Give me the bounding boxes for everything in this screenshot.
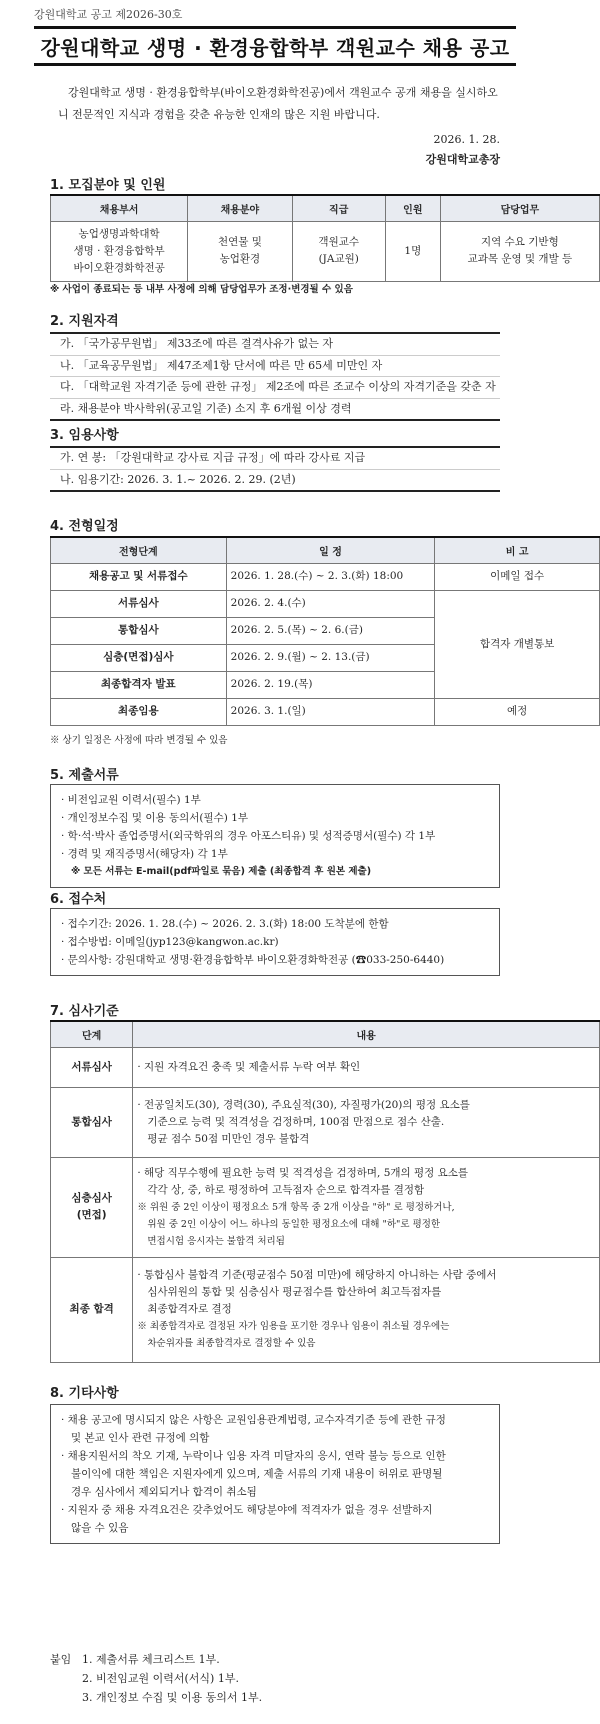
evaluation-stage: 통합심사	[51, 1087, 133, 1157]
cell-count: 1명	[385, 221, 440, 281]
evaluation-stage: 심층심사 (면접)	[51, 1157, 133, 1257]
attachment-item: 1. 제출서류 체크리스트 1부.	[82, 1653, 220, 1666]
col-date: 일 정	[226, 537, 435, 563]
schedule-stage: 심층(면접)심사	[51, 644, 227, 671]
attachments-label: 붙임	[50, 1653, 72, 1666]
schedule-date: 2026. 3. 1.(일)	[226, 698, 435, 725]
misc-item: · 지원자 중 채용 자격요건은 갖추었어도 해당분야에 적격자가 없을 경우 선발하지	[61, 1504, 433, 1516]
cell-field: 천연물 및 농업환경	[188, 221, 292, 281]
schedule-table	[50, 536, 600, 726]
misc-item: 않을 수 있음	[71, 1522, 129, 1534]
section-4-note: ※ 상기 일정은 사정에 따라 변경될 수 있음	[50, 735, 228, 746]
misc-item: · 채용 공고에 명시되지 않은 사항은 교원임용관계법령, 교수자격기준 등에 관한 규정	[61, 1414, 446, 1426]
document-item: · 학·석·박사 졸업증명서(외국학위의 경우 아포스티유) 및 성적증명서(필수) 각 1부	[61, 830, 436, 842]
section-1-note: ※ 사업이 종료되는 등 내부 사정에 의해 담당업무가 조정·변경될 수 있음	[50, 284, 353, 295]
misc-item: · 채용지원서의 착오 기재, 누락이나 임용 자격 미달자의 응시, 연락 불능 등으로 인한	[61, 1450, 446, 1462]
recruitment-header-row	[51, 195, 600, 221]
col-stage: 전형단계	[51, 537, 227, 563]
qualification-list	[50, 332, 500, 421]
misc-item: 경우 심사에서 제외되거나 합격이 취소됨	[71, 1486, 257, 1498]
schedule-date: 2026. 1. 28.(수) ~ 2. 3.(화) 18:00	[226, 563, 435, 590]
schedule-row	[51, 590, 600, 617]
schedule-header-row	[51, 537, 600, 563]
col-rank: 직급	[292, 195, 385, 221]
schedule-row	[51, 563, 600, 590]
section-2-heading: 2. 지원자격	[50, 314, 119, 329]
evaluation-row	[51, 1087, 600, 1157]
cell-rank: 객원교수 (JA교원)	[292, 221, 385, 281]
schedule-stage: 최종합격자 발표	[51, 671, 227, 698]
reception-item: · 문의사항: 강원대학교 생명·환경융합학부 바이오환경화학전공 (☎033-250-6440)	[61, 954, 445, 966]
misc-item: 및 본교 인사 관련 규정에 의함	[71, 1432, 210, 1444]
schedule-stage: 최종임용	[51, 698, 227, 725]
col-count: 인원	[385, 195, 440, 221]
document-number: 강원대학교 공고 제2026-30호	[34, 8, 183, 21]
appointment-item: 가. 연 봉: 「강원대학교 강사료 지급 규정」에 따라 강사료 지급	[50, 448, 500, 470]
qualification-item: 나. 「교육공무원법」 제47조제1항 단서에 따른 만 65세 미만인 자	[50, 356, 500, 378]
documents-note: ※ 모든 서류는 E-mail(pdf파일로 묶음) 제출 (최종합격 후 원본 제출)	[71, 866, 372, 877]
attachment-item: 2. 비전임교원 이력서(서식) 1부.	[82, 1672, 239, 1685]
evaluation-content: · 통합심사 불합격 기준(평균점수 50점 미만)에 해당하지 아니하는 사람 중에서 심사위원의 통합 및 심층심사 평균점수를 합산하여 최고득점자를 최종합격자로 결정 ※ 최종합격자로 결정된 자가 임용을 포기한 경우나 임용이 취소될 경우에는 차순위자를 최종합격자로 결정할 수 있음	[133, 1257, 600, 1362]
col-field: 채용분야	[188, 195, 292, 221]
document-item: · 비전임교원 이력서(필수) 1부	[61, 794, 201, 806]
evaluation-stage: 서류심사	[51, 1047, 133, 1087]
attachment-item: 3. 개인정보 수집 및 이용 동의서 1부.	[82, 1691, 263, 1704]
schedule-stage: 채용공고 및 서류접수	[51, 563, 227, 590]
recruitment-table	[50, 194, 600, 282]
schedule-stage: 통합심사	[51, 617, 227, 644]
schedule-remark: 예정	[435, 698, 600, 725]
evaluation-stage: 최종 합격	[51, 1257, 133, 1362]
cell-dept: 농업생명과학대학 생명 · 환경융합학부 바이오환경화학전공	[51, 221, 188, 281]
qualification-item: 다. 「대학교원 자격기준 등에 관한 규정」 제2조에 따른 조교수 이상의 자격기준을 갖춘 자	[50, 377, 500, 399]
appointment-list	[50, 446, 500, 492]
col-dept: 채용부서	[51, 195, 188, 221]
col-eval-content: 내용	[133, 1021, 600, 1047]
section-1-heading: 1. 모집분야 및 인원	[50, 178, 166, 193]
schedule-date: 2026. 2. 5.(목) ~ 2. 6.(금)	[226, 617, 435, 644]
qualification-item: 라. 채용분야 박사학위(공고일 기준) 소지 후 6개월 이상 경력	[60, 401, 352, 415]
col-duty: 담당업무	[440, 195, 599, 221]
evaluation-content: · 전공일치도(30), 경력(30), 주요실적(30), 자질평가(20)의 평정 요소를 기준으로 능력 및 적격성을 검정하며, 100점 만점으로 점수 산출. 평균 점수 50점 미만인 경우 불합격	[133, 1087, 600, 1157]
evaluation-table	[50, 1020, 600, 1363]
schedule-date: 2026. 2. 9.(월) ~ 2. 13.(금)	[226, 644, 435, 671]
evaluation-header-row	[51, 1021, 600, 1047]
misc-box	[50, 1404, 500, 1544]
issue-date: 2026. 1. 28.	[433, 133, 500, 146]
recruitment-row	[51, 221, 600, 281]
reception-box	[50, 908, 500, 976]
section-5-heading: 5. 제출서류	[50, 768, 119, 783]
title-bar	[34, 26, 516, 66]
schedule-date: 2026. 2. 19.(목)	[226, 671, 435, 698]
documents-box	[50, 784, 500, 888]
section-3-heading: 3. 임용사항	[50, 428, 119, 443]
evaluation-row	[51, 1157, 600, 1257]
evaluation-content: · 지원 자격요건 충족 및 제출서류 누락 여부 확인	[133, 1047, 600, 1087]
issuer: 강원대학교총장	[425, 153, 500, 166]
evaluation-row	[51, 1257, 600, 1362]
schedule-row	[51, 698, 600, 725]
attachments-list	[82, 1650, 262, 1707]
notice-title: 강원대학교 생명 · 환경융합학부 객원교수 채용 공고	[40, 35, 510, 60]
document-item: · 개인정보수집 및 이용 동의서(필수) 1부	[61, 812, 249, 824]
misc-item: 불이익에 대한 책임은 지원자에게 있으며, 제출 서류의 기재 내용이 허위로 판명될	[71, 1468, 443, 1480]
reception-item: · 접수기간: 2026. 1. 28.(수) ~ 2026. 2. 3.(화) 18:00 도착분에 한함	[61, 918, 389, 930]
section-4-heading: 4. 전형일정	[50, 519, 119, 534]
intro-paragraph: 강원대학교 생명 · 환경융합학부(바이오환경화학전공)에서 객원교수 공개 채용을 실시하오니 전문적인 지식과 경험을 갖춘 유능한 인재의 많은 지원 바랍니다.	[58, 86, 498, 121]
qualification-item: 가. 「국가공무원법」 제33조에 따른 결격사유가 없는 자	[50, 334, 500, 356]
schedule-remark: 이메일 접수	[435, 563, 600, 590]
evaluation-row	[51, 1047, 600, 1087]
col-eval-stage: 단계	[51, 1021, 133, 1047]
section-7-heading: 7. 심사기준	[50, 1004, 119, 1019]
schedule-merged-remark: 합격자 개별통보	[435, 590, 600, 698]
document-item: · 경력 및 재직증명서(해당자) 각 1부	[61, 848, 228, 860]
evaluation-content: · 해당 직무수행에 필요한 능력 및 적격성을 검정하며, 5개의 평정 요소를 각각 상, 중, 하로 평정하여 고득점자 순으로 합격자를 결정함 ※ 위원 중 2인 이상이 평정요소 5개 항목 중 2개 이상을 "하" 로 평정하거나, 위원 중 2인 이상이 어느 하나의 동일한 평정요소에 대해 "하"로 평정한 면접시험 응시자는 불합격 처리됨	[133, 1157, 600, 1257]
reception-item: · 접수방법: 이메일(jyp123@kangwon.ac.kr)	[61, 936, 279, 948]
col-remark: 비 고	[435, 537, 600, 563]
cell-duty: 지역 수요 기반형 교과목 운영 및 개발 등	[440, 221, 599, 281]
section-6-heading: 6. 접수처	[50, 892, 107, 907]
schedule-stage: 서류심사	[51, 590, 227, 617]
attachments	[50, 1650, 71, 1669]
section-8-heading: 8. 기타사항	[50, 1386, 119, 1401]
appointment-item: 나. 임용기간: 2026. 3. 1.~ 2026. 2. 29. (2년)	[60, 472, 296, 486]
issue-block	[426, 130, 500, 170]
schedule-date: 2026. 2. 4.(수)	[226, 590, 435, 617]
